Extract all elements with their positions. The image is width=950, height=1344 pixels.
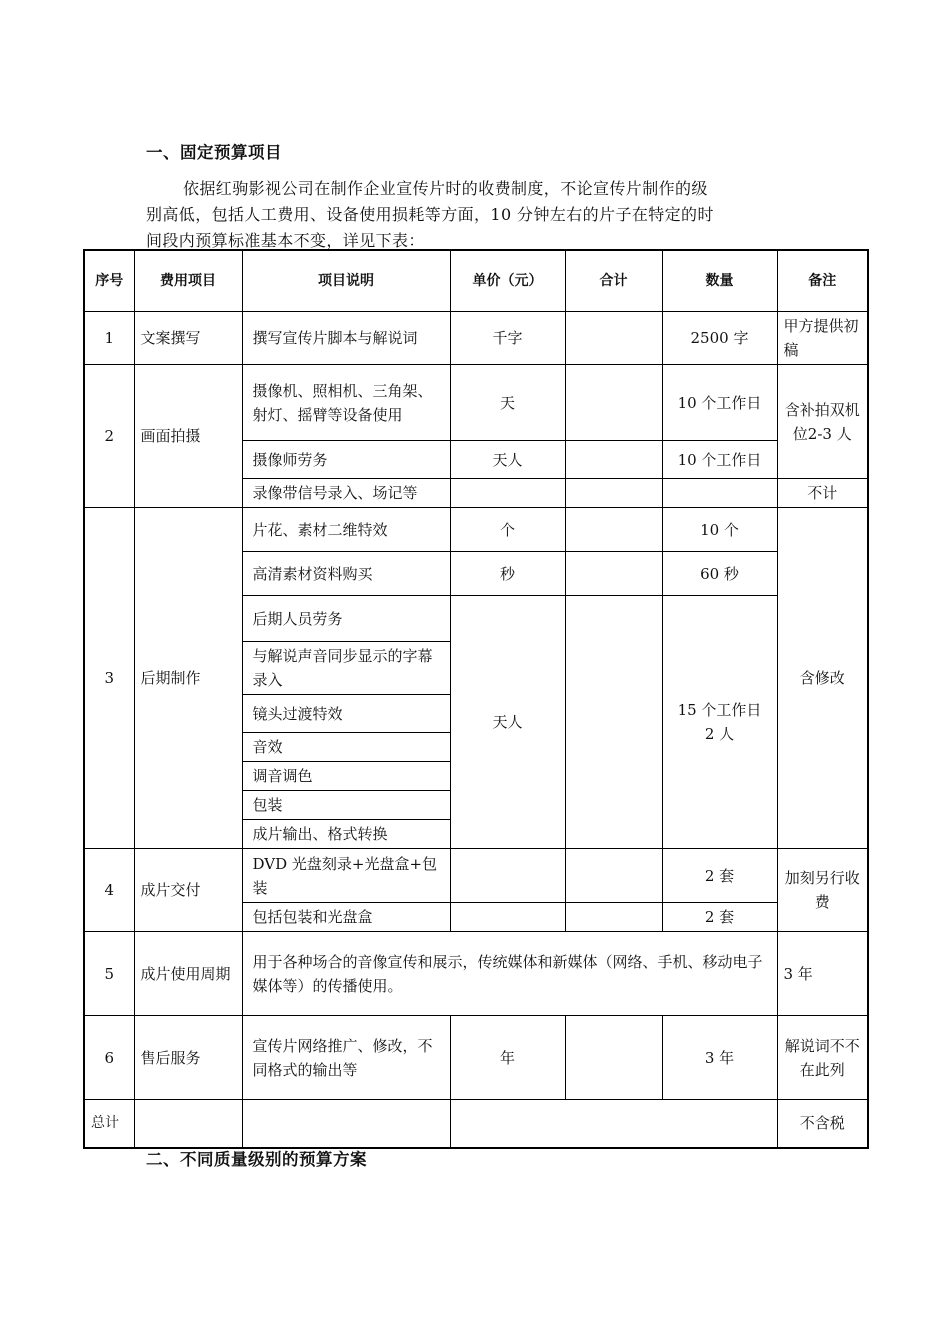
cell-total: [565, 508, 662, 552]
cell-total: [565, 479, 662, 508]
cell-qty: 10 个工作日: [662, 365, 777, 441]
intro-line-1: 依据红驹影视公司在制作企业宣传片时的收费制度，不论宣传片制作的级: [183, 179, 708, 198]
header-total: 合计: [565, 250, 662, 312]
cell-desc: 与解说声音同步显示的字幕录入: [242, 642, 450, 695]
cell-seq: 5: [84, 932, 134, 1016]
table-row: [84, 365, 868, 441]
cell-unit: 年: [450, 1016, 565, 1100]
cell-unit: 天人: [450, 596, 565, 849]
cell-total: [565, 596, 662, 849]
cell-item: 成片使用周期: [134, 932, 242, 1016]
cell-unit: 千字: [450, 312, 565, 365]
cell-desc: 撰写宣传片脚本与解说词: [242, 312, 450, 365]
cell-desc: 高清素材资料购买: [242, 552, 450, 596]
cell-desc: 摄像师劳务: [242, 441, 450, 479]
cell-qty: 10 个工作日: [662, 441, 777, 479]
cell-item: 后期制作: [134, 508, 242, 849]
cell-desc: 录像带信号录入、场记等: [242, 479, 450, 508]
cell-desc: 包装: [242, 791, 450, 820]
table-total-row: [84, 1100, 868, 1148]
cell-total: [565, 552, 662, 596]
section-heading-quality-levels: 二、不同质量级别的预算方案: [146, 1150, 367, 1169]
cell-qty: [662, 479, 777, 508]
cell-item: 文案撰写: [134, 312, 242, 365]
cell-qty: 60 秒: [662, 552, 777, 596]
cell-qty: 2 套: [662, 849, 777, 903]
cell-qty: 10 个: [662, 508, 777, 552]
cell-unit: 天人: [450, 441, 565, 479]
cell-desc: 摄像机、照相机、三角架、射灯、摇臂等设备使用: [242, 365, 450, 441]
cell-note: 加刻另行收费: [777, 849, 868, 932]
cell-desc: 调音调色: [242, 762, 450, 791]
cell-total: [565, 441, 662, 479]
cell-desc: 成片输出、格式转换: [242, 820, 450, 849]
section-heading-fixed-budget: 一、固定预算项目: [146, 143, 282, 162]
intro-line-3: 间段内预算标准基本不变，详见下表：: [146, 231, 425, 250]
table-header-row: [84, 250, 868, 312]
table-row: [84, 849, 868, 903]
cell-total: [565, 1016, 662, 1100]
cell-item: 画面拍摄: [134, 365, 242, 508]
cell-desc: 后期人员劳务: [242, 596, 450, 642]
cell-desc: 宣传片网络推广、修改，不同格式的输出等: [242, 1016, 450, 1100]
cell-unit: [450, 903, 565, 932]
cell-unit: 天: [450, 365, 565, 441]
cell-qty: 3 年: [662, 1016, 777, 1100]
cell-note: 甲方提供初稿: [777, 312, 868, 365]
cell-desc: 用于各种场合的音像宣传和展示，传统媒体和新媒体（网络、手机、移动电子媒体等）的传播使用。: [242, 932, 777, 1016]
table-row: [84, 932, 868, 1016]
table-row: [84, 1016, 868, 1100]
cell-item: 成片交付: [134, 849, 242, 932]
cell-total: [565, 849, 662, 903]
table-row: [84, 508, 868, 552]
cell-total-sum: [450, 1100, 777, 1148]
cell-unit: [450, 849, 565, 903]
cell-item: 售后服务: [134, 1016, 242, 1100]
cell-seq: 4: [84, 849, 134, 932]
header-unit: 单价（元）: [450, 250, 565, 312]
cell-unit: 个: [450, 508, 565, 552]
header-item: 费用项目: [134, 250, 242, 312]
cell-desc: 音效: [242, 733, 450, 762]
cell-desc: 镜头过渡特效: [242, 695, 450, 733]
cell-qty: 2500 字: [662, 312, 777, 365]
cell-desc: [242, 1100, 450, 1148]
cell-desc: 片花、素材二维特效: [242, 508, 450, 552]
cell-desc: 包括包装和光盘盒: [242, 903, 450, 932]
budget-table: [83, 249, 869, 1149]
cell-seq: 6: [84, 1016, 134, 1100]
cell-note: 含补拍双机位2-3 人: [777, 365, 868, 479]
cell-desc: DVD 光盘刻录+光盘盒+包装: [242, 849, 450, 903]
cell-qty: [662, 596, 777, 849]
cell-note: 含修改: [777, 508, 868, 849]
cell-unit: [450, 479, 565, 508]
cell-note: 解说词不不在此列: [777, 1016, 868, 1100]
cell-unit: 秒: [450, 552, 565, 596]
cell-note: 不含税: [777, 1100, 868, 1148]
qty-line: 2 人: [704, 725, 735, 743]
header-seq: 序号: [84, 250, 134, 312]
header-desc: 项目说明: [242, 250, 450, 312]
header-note: 备注: [777, 250, 868, 312]
header-qty: 数量: [662, 250, 777, 312]
cell-seq: 3: [84, 508, 134, 849]
cell-qty: 2 套: [662, 903, 777, 932]
cell-total: [565, 312, 662, 365]
cell-note: 不计: [777, 479, 868, 508]
cell-seq: 1: [84, 312, 134, 365]
cell-seq: 2: [84, 365, 134, 508]
intro-line-2: 别高低，包括人工费用、设备使用损耗等方面，10 分钟左右的片子在特定的时: [146, 205, 714, 224]
table-row: [84, 312, 868, 365]
cell-item: [134, 1100, 242, 1148]
cell-total-label: 总计: [84, 1100, 134, 1148]
cell-note: 3 年: [777, 932, 868, 1016]
qty-line: 15 个工作日: [677, 701, 762, 719]
cell-total: [565, 365, 662, 441]
cell-total: [565, 903, 662, 932]
